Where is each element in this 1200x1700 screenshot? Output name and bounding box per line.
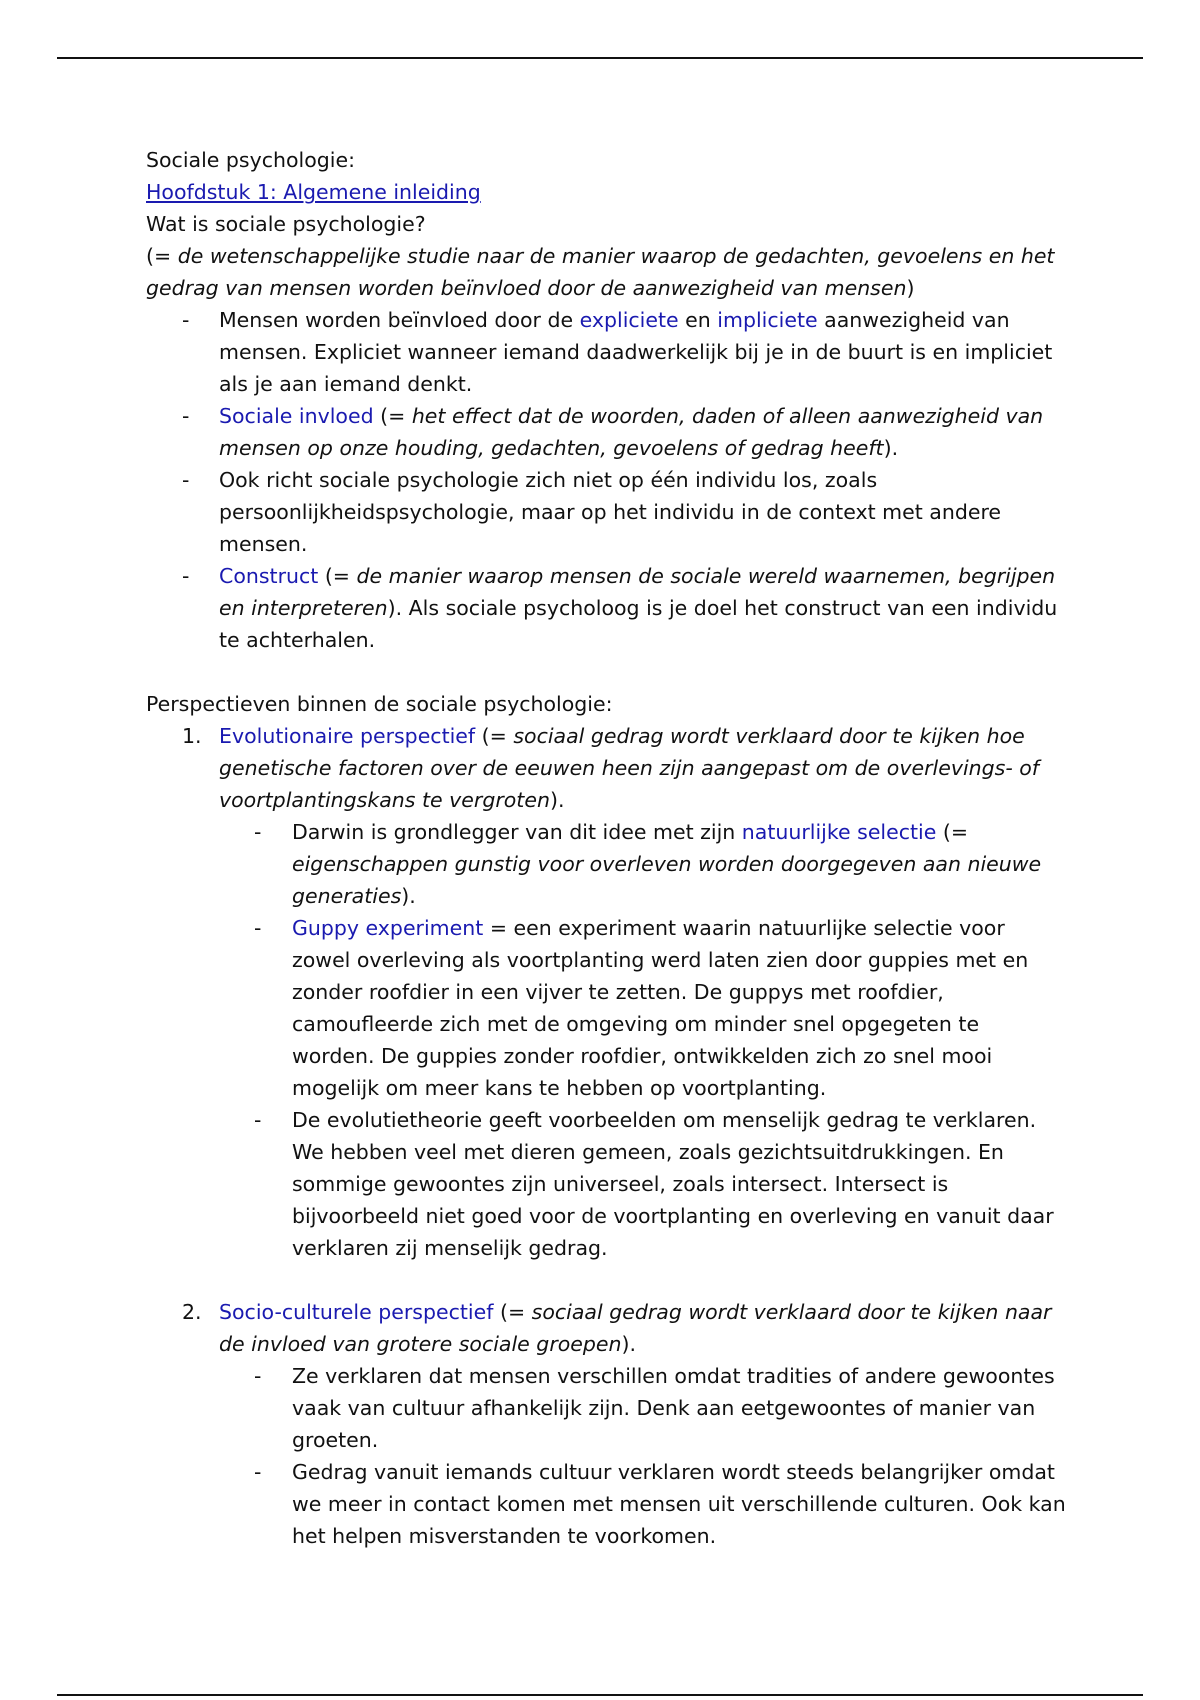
sub-bullet-item: - Darwin is grondlegger van dit idee met zijn natuurlijke selectie (= eigenschappen gunstig voor overleven worden doorgegeven aan nieuwe generaties). (146, 816, 1066, 912)
term-expliciete: expliciete (579, 308, 679, 332)
chapter-link[interactable]: Hoofdstuk 1: Algemene inleiding (146, 180, 481, 204)
bullet-text: Ze verklaren dat mensen verschillen omdat tradities of andere gewoontes vaak van cultuur afhankelijk zijn. Denk aan eetgewoontes of manier van groeten. (292, 1364, 1055, 1452)
sub-bullet-item: - Guppy experiment = een experiment waarin natuurlijke selectie voor zowel overleving als voortplanting werd laten zien door guppies met en zonder roofdier in een vijver te zetten. De guppys met roofdier, camoufleerde zich met de omgeving om minder snel opgegeten te worden. De guppies zonder roofdier, ontwikkelden zich zo snel mooi mogelijk om meer kans te hebben op voortplanting. (146, 912, 1066, 1104)
term-definition: sociaal gedrag wordt verklaard door te kijken hoe genetische factoren over de eeuwen heen zijn aangepast om de overlevings- of voortplantingskans te vergroten (219, 724, 1040, 812)
definition-text: de wetenschappelijke studie naar de manier waarop de gedachten, gevoelens en het gedrag van mensen worden beïnvloed door de aanwezigheid van mensen (146, 244, 1055, 300)
number-marker: 2. (182, 1300, 202, 1324)
bullet-marker: - (182, 468, 190, 492)
question: Wat is sociale psychologie? (146, 212, 426, 236)
document-body (146, 144, 1066, 1552)
bullet-marker: - (254, 1108, 262, 1132)
bullet-item: - Construct (= de manier waarop mensen de sociale wereld waarnemen, begrijpen en interpreteren). Als sociale psycholoog is je doel het construct van een individu te achterhalen. (146, 560, 1066, 656)
number-marker: 1. (182, 724, 202, 748)
bullet-text: Ook richt sociale psychologie zich niet op één individu los, zoals persoonlijkheidspsychologie, maar op het individu in de context met andere mensen. (219, 468, 1002, 556)
bullet-text: De evolutietheorie geeft voorbeelden om menselijk gedrag te verklaren. We hebben veel met dieren gemeen, zoals gezichtsuitdrukkingen. En sommige gewoontes zijn universeel, zoals intersect. Intersect is bijvoorbeeld niet goed voor de voortplanting en overleving en vanuit daar verklaren zij menselijk gedrag. (292, 1108, 1054, 1260)
term-guppy-experiment: Guppy experiment (292, 916, 484, 940)
bullet-item: - Sociale invloed (= het effect dat de woorden, daden of alleen aanwezigheid van mensen op onze houding, gedachten, gevoelens of gedrag heeft). (146, 400, 1066, 464)
bullet-marker: - (182, 564, 190, 588)
term-socio-culturele-perspectief: Socio-culturele perspectief (219, 1300, 494, 1324)
doc-heading: Sociale psychologie: (146, 148, 356, 172)
header-rule (57, 57, 1143, 59)
bullet-marker: - (254, 1460, 262, 1484)
term-sociale-invloed: Sociale invloed (219, 404, 374, 428)
sub-bullet-item (146, 1360, 1066, 1456)
bullet-marker: - (182, 308, 190, 332)
bullet-marker: - (254, 1364, 262, 1388)
term-natuurlijke-selectie: natuurlijke selectie (741, 820, 937, 844)
spacer (146, 1264, 1066, 1296)
term-evolutionaire-perspectief: Evolutionaire perspectief (219, 724, 476, 748)
bullet-marker: - (254, 820, 262, 844)
term-definition: sociaal gedrag wordt verklaard door te kijken naar de invloed van grotere sociale groepen (219, 1300, 1052, 1356)
numbered-item: 1. Evolutionaire perspectief (= sociaal gedrag wordt verklaard door te kijken hoe genetische factoren over de eeuwen heen zijn aangepast om de overlevings- of voortplantingskans te vergroten). (146, 720, 1066, 816)
definition: (= de wetenschappelijke studie naar de manier waarop de gedachten, gevoelens en het gedrag van mensen worden beïnvloed door de aanwezigheid van mensen) (146, 244, 1055, 300)
bullet-item: - Mensen worden beïnvloed door de expliciete en impliciete aanwezigheid van mensen. Expliciet wanneer iemand daadwerkelijk bij je in de buurt is en impliciet als je aan iemand denkt. (146, 304, 1066, 400)
numbered-item: 2. Socio-culturele perspectief (= sociaal gedrag wordt verklaard door te kijken naar de invloed van grotere sociale groepen). (146, 1296, 1066, 1360)
footer-rule (57, 1694, 1143, 1696)
sub-bullet-item (146, 1104, 1066, 1264)
perspectives-heading: Perspectieven binnen de sociale psychologie: (146, 692, 613, 716)
sub-bullet-item (146, 1456, 1066, 1552)
term-definition: het effect dat de woorden, daden of alleen aanwezigheid van mensen op onze houding, gedachten, gevoelens of gedrag heeft (219, 404, 1044, 460)
bullet-marker: - (182, 404, 190, 428)
bullet-text: Gedrag vanuit iemands cultuur verklaren wordt steeds belangrijker omdat we meer in contact komen met mensen uit verschillende culturen. Ook kan het helpen misverstanden te voorkomen. (292, 1460, 1066, 1548)
bullet-marker: - (254, 916, 262, 940)
bullet-item (146, 464, 1066, 560)
term-impliciete: impliciete (717, 308, 818, 332)
term-construct: Construct (219, 564, 319, 588)
term-definition: eigenschappen gunstig voor overleven worden doorgegeven aan nieuwe generaties (292, 852, 1042, 908)
spacer (146, 656, 1066, 688)
term-definition: de manier waarop mensen de sociale wereld waarnemen, begrijpen en interpreteren (219, 564, 1056, 620)
chapter-title (146, 176, 1066, 208)
